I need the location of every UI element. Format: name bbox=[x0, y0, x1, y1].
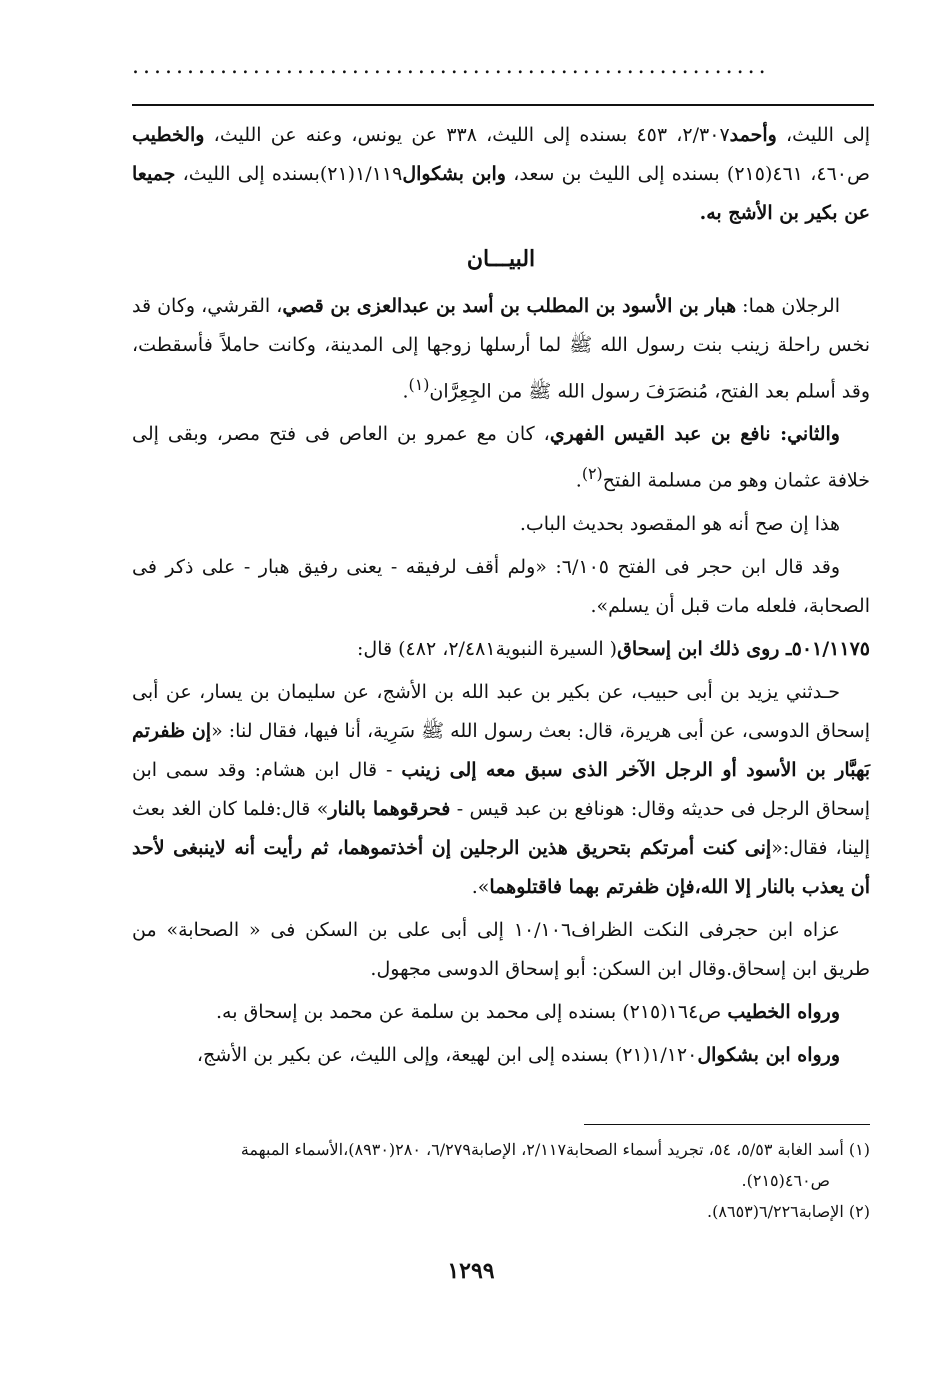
paragraph-intro bbox=[132, 116, 870, 233]
paragraph-5 bbox=[132, 630, 870, 669]
bold-run: فحرقوهما بالنار bbox=[328, 797, 451, 820]
text-run: ( السيرة النبوية٢/٤٨١، ٤٨٢) قال: bbox=[357, 637, 618, 660]
footnote-rule bbox=[584, 1124, 870, 1125]
paragraph-2 bbox=[132, 415, 870, 500]
main-text bbox=[132, 116, 870, 1079]
text-run: ». bbox=[471, 875, 490, 898]
paragraph-9 bbox=[132, 1036, 870, 1075]
footnote-ref: (١) bbox=[408, 375, 430, 394]
bold-run: ورواه ابن بشكوال bbox=[697, 1043, 840, 1066]
text-run: . bbox=[402, 380, 409, 403]
text-run: - قال ابن هشام: وقد سمى ابن إسحاق الرجل فى حديثه وقال: هونافع بن عبد قيس - bbox=[132, 758, 870, 820]
section-heading: البيـــان bbox=[466, 246, 536, 272]
paragraph-1 bbox=[132, 287, 870, 411]
bold-run: هبار بن الأسود بن المطلب بن أسد بن عبدالعزى بن قصي bbox=[282, 295, 737, 317]
header-rule bbox=[132, 104, 874, 106]
footnote-1-continued: ص٤٦٠(٢١٥). bbox=[741, 1171, 830, 1190]
text-run: ص٤٦٠، ٤٦١(٢١٥) بسنده إلى الليث بن سعد، bbox=[505, 163, 870, 185]
bold-run: إن ظفرتم بَهبَّار بن الأسود أو الرجل الآخر الذى سبق معه إلى زينب bbox=[132, 719, 870, 781]
text-run: . bbox=[575, 469, 582, 492]
text-run: » قال:فلما كان الغد بعث إلينا، فقال:« bbox=[132, 797, 870, 859]
text-run: الرجلان هما: bbox=[736, 295, 840, 317]
bold-run: جميعا عن بكير بن الأشج به. bbox=[132, 163, 870, 224]
paragraph-4: وقد قال ابن حجر فى الفتح ٦/١٠٥: «ولم أقف لرفيقه - يعنى رفيق هبار - على ذكر فى الصحابة، فلعله مات قبل أن يسلم». bbox=[132, 555, 870, 617]
paragraph-3: هذا إن صح أنه هو المقصود بحديث الباب. bbox=[519, 512, 840, 535]
footnote-2: (٢) الإصابة٦/٢٢٦(٨٦٥٣). bbox=[707, 1202, 870, 1221]
text-run: ١/١٢٠(٢١) بسنده إلى ابن لهيعة، وإلى الليث، عن بكير بن الأشج، bbox=[196, 1043, 698, 1066]
paragraph-8 bbox=[132, 993, 870, 1032]
text-run: ، القرشي، وكان قد نخس راحلة زينب بنت رسول الله ﷺ لما أرسلها زوجها إلى المدينة، وكانت حاملاً فأسقطت، وقد أسلم بعد الفتح، مُنصَرَفَ رسول الله ﷺ من الجِعِرَّان bbox=[132, 295, 870, 403]
text-run: حـدثني يزيد بن أبى حبيب، عن بكير بن عبد الله بن الأشج، عن سليمان بن يسار، عن أبى إسحاق الدوسى، عن أبى هريرة، قال: بعث رسول الله ﷺ سَرِية، أنا فيها، فقال لنا: « bbox=[132, 680, 870, 742]
bold-run: وابن بشكوال bbox=[402, 163, 506, 185]
paragraph-6 bbox=[132, 673, 870, 907]
bold-run: والثاني: نافع بن عبد القيس الفهري bbox=[549, 423, 840, 446]
bold-run: والخطيب bbox=[132, 124, 205, 146]
text-run: ص١٦٤(٢١٥) بسنده إلى محمد بن سلمة عن محمد بن إسحاق به. bbox=[216, 1000, 728, 1023]
text-run: ١/١١٩(٢١)بسنده إلى الليث، bbox=[175, 163, 403, 185]
text-run: ، كان مع عمرو بن العاص فى فتح مصر، وبقى إلى خلافة عثمان وهو من مسلمة الفتح bbox=[132, 423, 870, 492]
bold-run: ٥٠١/١١٧٥ـ روى ذلك ابن إسحاق bbox=[617, 637, 870, 660]
footnote-1: (١) أسد الغابة ٥/٥٣، ٥٤، تجريد أسماء الصحابة٢/١١٧، الإصابة٦/٢٧٩، ٢٨٠(٨٩٣٠)،الأسماء المبهمة bbox=[240, 1140, 870, 1159]
page-number: ١٢٩٩ bbox=[447, 1258, 495, 1284]
bold-run: ورواه الخطيب bbox=[727, 1000, 840, 1023]
paragraph-7: عزاه ابن حجرفى النكت الظراف١٠/١٠٦ إلى أبى على بن السكن فى « الصحابة» من طريق ابن إسحاق.وقال ابن السكن: أبو إسحاق الدوسى مجهول. bbox=[132, 918, 870, 980]
text-run: ٢/٣٠٧، ٤٥٣ بسنده إلى الليث، ٣٣٨ عن يونس، وعنه عن الليث، bbox=[204, 124, 730, 146]
header-dotted-line: .......................................................... bbox=[132, 56, 770, 78]
bold-run: وأحمد bbox=[729, 124, 777, 146]
footnotes bbox=[132, 1134, 870, 1227]
footnote-ref: (٢) bbox=[581, 464, 603, 484]
text-run: إلى الليث، bbox=[776, 124, 871, 146]
bold-run: إنى كنت أمرتكم بتحريق هذين الرجلين إن أخذتموهما، ثم رأيت أنه لاينبغى لأحد أن يعذب بالنار إلا الله،فإن ظفرتم بهما فاقتلوهما bbox=[132, 836, 870, 898]
